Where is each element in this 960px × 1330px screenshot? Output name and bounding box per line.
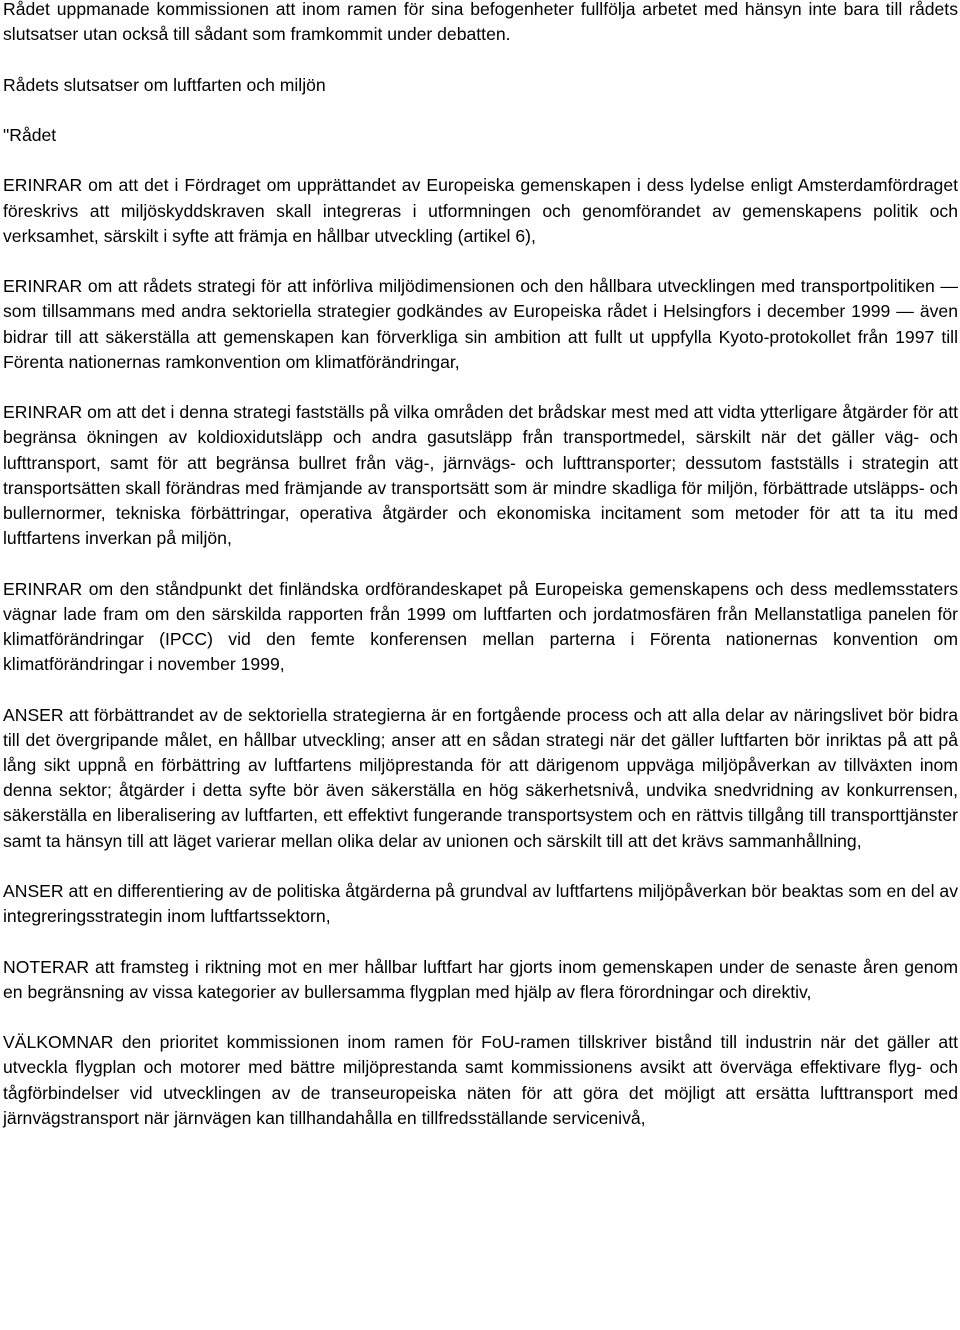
spacer	[3, 375, 958, 400]
spacer	[3, 47, 958, 72]
paragraph-erinrar-1: ERINRAR om att det i Fördraget om upprättandet av Europeiska gemenskapen i dess lydelse enligt Amsterdamfördraget föreskrivs att miljöskyddskraven skall integreras i utformningen och genomförandet av gemenskapens politik och verksamhet, särskilt i syfte att främja en hållbar utveckling (artikel 6),	[3, 175, 958, 246]
paragraph-erinrar-2: ERINRAR om att rådets strategi för att införliva miljödimensionen och den hållbara utvecklingen med transportpolitiken — som tillsammans med andra sektoriella strategier godkändes av Europeiska rådet i Helsingfors i december 1999 — även bidrar till att säkerställa att gemenskapen kan förverkliga sin ambition att fullt ut uppfylla Kyoto-protokollet från 1997 till Förenta nationernas ramkonvention om klimatförändringar,	[3, 276, 958, 372]
spacer	[3, 1005, 958, 1030]
spacer	[3, 854, 958, 879]
section-heading: Rådets slutsatser om luftfarten och miljön	[3, 74, 326, 95]
spacer	[3, 929, 958, 954]
paragraph-erinrar-3: ERINRAR om att det i denna strategi fastställs på vilka områden det brådskar mest med att vidta ytterligare åtgärder för att begränsa ökningen av koldioxidutsläpp och andra gasutsläpp från transportmedel, särskilt när det gäller väg- och lufttransport, samt för att begränsa bullret från väg-, järnvägs- och lufttransporter; dessutom fastställs i strategin att transportsätten skall förändras med främjande av transportsätt som är mindre skadliga för miljön, förbättrade utsläpps- och bullernormer, tekniska förbättringar, operativa åtgärder och ekonomiska incitament som metoder för att ta itu med luftfartens inverkan på miljön,	[3, 402, 958, 549]
spacer	[3, 677, 958, 702]
paragraph-anser-2: ANSER att en differentiering av de politiska åtgärderna på grundval av luftfartens miljöpåverkan bör beaktas som en del av integreringsstrategin inom luftfartssektorn,	[3, 880, 958, 927]
spacer	[3, 551, 958, 576]
paragraph-noterar: NOTERAR att framsteg i riktning mot en mer hållbar luftfart har gjorts inom gemenskapen under de senaste åren genom en begränsning av vissa kategorier av bullersamma flygplan med hjälp av flera förordningar och direktiv,	[3, 956, 958, 1002]
spacer	[3, 148, 958, 173]
paragraph-valkomnar: VÄLKOMNAR den prioritet kommissionen inom ramen för FoU-ramen tillskriver bistånd till industrin när det gäller att utveckla flygplan och motorer med bättre miljöprestanda samt kommissionens avsikt att överväga effektivare flyg- och tågförbindelser vid utvecklingen av de transeuropeiska näten för att göra det möjligt att ersätta lufttransport med järnvägstransport när järnvägen kan tillhandahålla en tillfredsställande servicenivå,	[3, 1032, 958, 1128]
intro-paragraph: Rådet uppmanade kommissionen att inom ramen för sina befogenheter fullfölja arbetet med hänsyn inte bara till rådets slutsatser utan också till sådant som framkommit under debatten.	[3, 0, 958, 45]
paragraph-erinrar-4: ERINRAR om den ståndpunkt det finländska ordförandeskapet på Europeiska gemenskapens och dess medlemsstaters vägnar lade fram om den särskilda rapporten från 1999 om luftfarten och jordatmosfären från Mellanstatliga panelen för klimatförändringar (IPCC) vid den femte konferensen mellan parterna i Förenta nationernas konvention om klimatförändringar i november 1999,	[3, 578, 958, 675]
paragraph-anser-1: ANSER att förbättrandet av de sektoriella strategierna är en fortgående process och att alla delar av näringslivet bör bidra till det övergripande målet, en hållbar utveckling; anser att en sådan strategi när det gäller luftfarten bör inriktas på att på lång sikt uppnå en förbättring av luftfartens miljöprestanda för att därigenom uppväga miljöpåverkan av tillväxten inom denna sektor; åtgärder i detta syfte bör även säkerställa en hög säkerhetsnivå, undvika snedvridning av konkurrensen, säkerställa en liberalisering av luftfarten, ett effektivt fungerande transportsystem och en rättvis tillgång till transporttjänster samt ta hänsyn till att läget varierar mellan olika delar av unionen och särskilt till att det krävs sammanhållning,	[3, 704, 958, 851]
council-label: "Rådet	[3, 124, 57, 145]
spacer	[3, 249, 958, 274]
spacer	[3, 98, 958, 123]
document-page	[3, 0, 958, 1131]
